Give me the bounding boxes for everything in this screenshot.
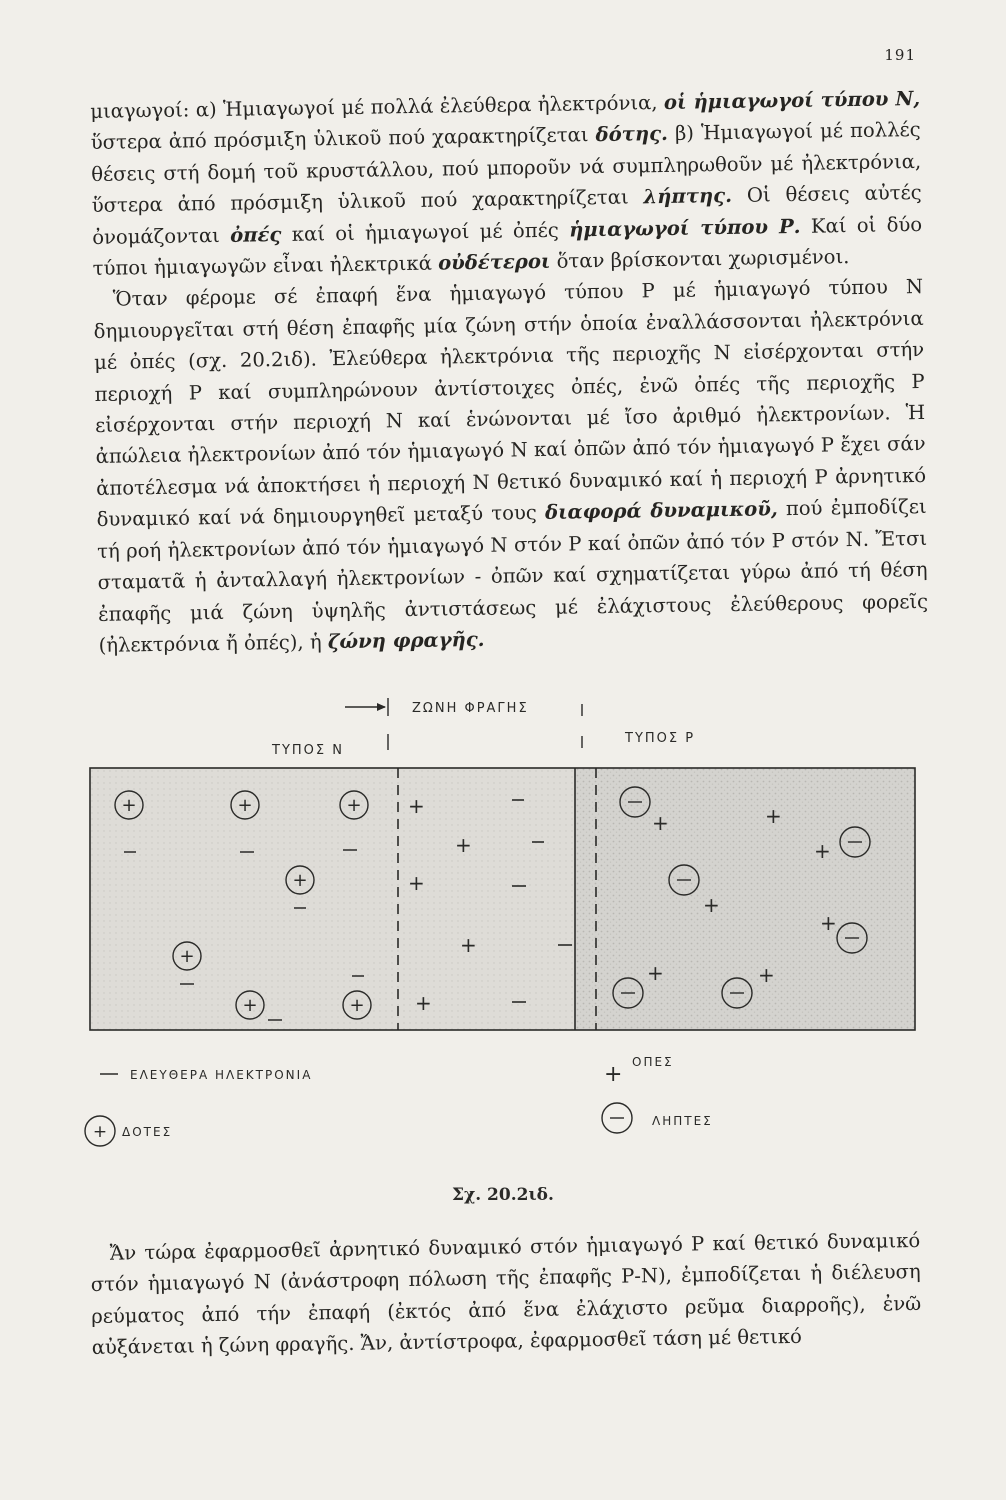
emphasis-holes: ὀπές xyxy=(229,222,282,247)
body-text-bottom xyxy=(90,1225,922,1364)
emphasis-p-type: ἡμιαγωγοί τύπου Ρ. xyxy=(568,214,801,242)
hole-mark: + xyxy=(652,811,669,835)
zone-arrow-head xyxy=(377,703,386,711)
ion-plus: + xyxy=(415,991,432,1015)
hole-mark: + xyxy=(758,963,775,987)
text-run: ὕστερα ἀπό πρόσμιξη ὑλικοῦ πού χαρακτηρίζεται xyxy=(90,123,589,155)
figure-caption: Σχ. 20.2ιδ. xyxy=(452,1185,554,1205)
emphasis-donor: δότης. xyxy=(595,122,669,147)
donor-sign: + xyxy=(242,995,258,1016)
legend-hole-icon: + xyxy=(604,1062,623,1087)
text-run: Ἄν τώρα ἐφαρμοσθεῖ ἀρνητικό δυναμικό στόν ἡμιαγωγό Ρ καί θετικό δυναμικό στόν ἡμιαγωγό Ν (ἀνάστροφη πόλωση τῆς ἐπαφῆς Ρ-Ν), ἐμποδίζεται ἡ διέλευση ρεύματος ἀπό τήν ἐπαφή (ἐκτός ἀπό ἕνα ἐλάχιστο ρεῦμα διαρροῆς), ἐνῶ αὐξάνεται ἡ ζώνη φραγῆς. Ἄν, ἀντίστροφα, ἐφαρμοσθεῖ τάση μέ θετικό xyxy=(90,1228,922,1360)
pn-junction-figure xyxy=(0,690,1006,1210)
page-number: 191 xyxy=(884,46,916,64)
donor-sign: + xyxy=(179,946,195,967)
hole-mark: + xyxy=(647,961,664,985)
text-run: μιαγωγοί: α) Ἡμιαγωγοί μέ πολλά ἐλεύθερα ἠλεκτρόνια, xyxy=(90,91,658,123)
paragraph-semiconductor-types xyxy=(90,83,923,284)
p-region xyxy=(575,768,915,1030)
legend-electrons-label: ΕΛΕΥΘΕΡΑ ΗΛΕΚΤΡΟΝΙΑ xyxy=(130,1068,313,1082)
emphasis-acceptor: λήπτης. xyxy=(643,184,733,209)
legend-donors-label: ΔΟΤΕΣ xyxy=(122,1125,173,1139)
body-text-top xyxy=(90,83,929,661)
text-run: β) Ἡμιαγωγοί μέ πολλές θέσεις στή δομή τοῦ κρυστάλλου, πού μποροῦν νά συμπληρωθοῦν μέ ἠλεκτρόνια, ὕστερα ἀπό πρόσμιξη ὑλικοῦ πού χαρακτηρίζεται xyxy=(91,118,922,218)
legend-acceptor-icon xyxy=(602,1103,632,1133)
emphasis-barrier-zone: ζώνη φραγῆς. xyxy=(327,627,485,654)
donor-sign: + xyxy=(121,795,137,816)
legend-donor-icon xyxy=(85,1116,115,1146)
hole-mark: + xyxy=(820,911,837,935)
legend-holes-label: ΟΠΕΣ xyxy=(632,1055,674,1069)
emphasis-neutral: οὐδέτεροι xyxy=(437,249,551,275)
ion-plus: + xyxy=(455,833,472,857)
zone-label: ΖΩΝΗ ΦΡΑΓΗΣ xyxy=(412,701,529,716)
donor-sign: + xyxy=(349,995,365,1016)
paragraph-pn-junction xyxy=(93,271,929,661)
text-run: πού ἐμποδίζει τή ροή ἠλεκτρονίων ἀπό τόν ἡμιαγωγό Ν στόν Ρ καί ὀπῶν ἀπό τόν Ρ στόν Ν. Ἔτσι σταματᾶ ἡ ἀνταλλαγή ἠλεκτρονίων - ὀπῶν καί σχηματίζεται γύρω ἀπό τή θέση ἐπαφῆς μιά ζώνη ὑψηλῆς ἀντιστάσεως μέ ἐλάχιστους ἐλεύθερους φορεῖς (ἠλεκτρόνια ἤ ὀπές), ἡ xyxy=(96,495,929,657)
text-run: ὅταν βρίσκονται χωρισμένοι. xyxy=(556,245,850,273)
paragraph-reverse-bias xyxy=(90,1225,922,1364)
emphasis-potential-difference: διαφορά δυναμικοῦ, xyxy=(544,497,778,525)
legend-acceptors-label: ΛΗΠΤΕΣ xyxy=(652,1114,713,1128)
type-p-label: ΤΥΠΟΣ Ρ xyxy=(625,731,696,746)
donor-sign: + xyxy=(346,795,362,816)
text-run: Καί οἱ δύο τύποι ἡμιαγωγῶν εἶναι ἠλεκτρικά xyxy=(92,212,923,281)
text-run: Ὅταν φέρομε σέ ἐπαφή ἕνα ἡμιαγωγό τύπου Ρ μέ ἡμιαγωγό τύπου Ν δημιουργεῖται στή θέση ἐπαφῆς μία ζώνη στήν ὁποία ἐναλλάσσονται ἠλεκτρόνια μέ ὀπές (σχ. 20.2ιδ). Ἐλεύθερα ἠλεκτρόνια τῆς περιοχῆς Ν εἰσέρχονται στήν περιοχή Ρ καί συμπληρώνουν ἀντίστοιχες ὀπές, ἐνῶ ὀπές τῆς περιοχῆς Ρ εἰσέρχονται στήν περιοχή Ν καί ἑνώνονται μέ ἴσο ἀριθμό ἠλεκτρονίων. Ἡ ἀπώλεια ἠλεκτρονίων ἀπό τόν ἡμιαγωγό Ν καί ὀπῶν ἀπό τόν ἡμιαγωγό Ρ ἔχει σάν ἀποτέλεσμα νά ἀποκτήσει ἡ περιοχή Ν θετικό δυναμικό καί ἡ περιοχή Ρ ἀρνητικό δυναμικό καί νά δημιουργηθεῖ μεταξύ τους xyxy=(93,275,927,532)
hole-mark: + xyxy=(703,893,720,917)
donor-sign: + xyxy=(292,870,308,891)
type-n-label: ΤΥΠΟΣ Ν xyxy=(272,743,344,758)
emphasis-n-type: οἱ ἡμιαγωγοί τύπου Ν, xyxy=(663,86,921,114)
hole-mark: + xyxy=(765,804,782,828)
ion-plus: + xyxy=(408,794,425,818)
text-run: καί οἱ ἡμιαγωγοί μέ ὀπές xyxy=(291,218,559,246)
donor-sign: + xyxy=(237,795,253,816)
ion-plus: + xyxy=(460,933,477,957)
legend-donor-sign: + xyxy=(92,1122,108,1142)
hole-mark: + xyxy=(814,839,831,863)
n-region xyxy=(90,768,575,1030)
text-run: Οἱ θέσεις αὐτές ὀνομάζονται xyxy=(92,181,922,249)
ion-plus: + xyxy=(408,871,425,895)
